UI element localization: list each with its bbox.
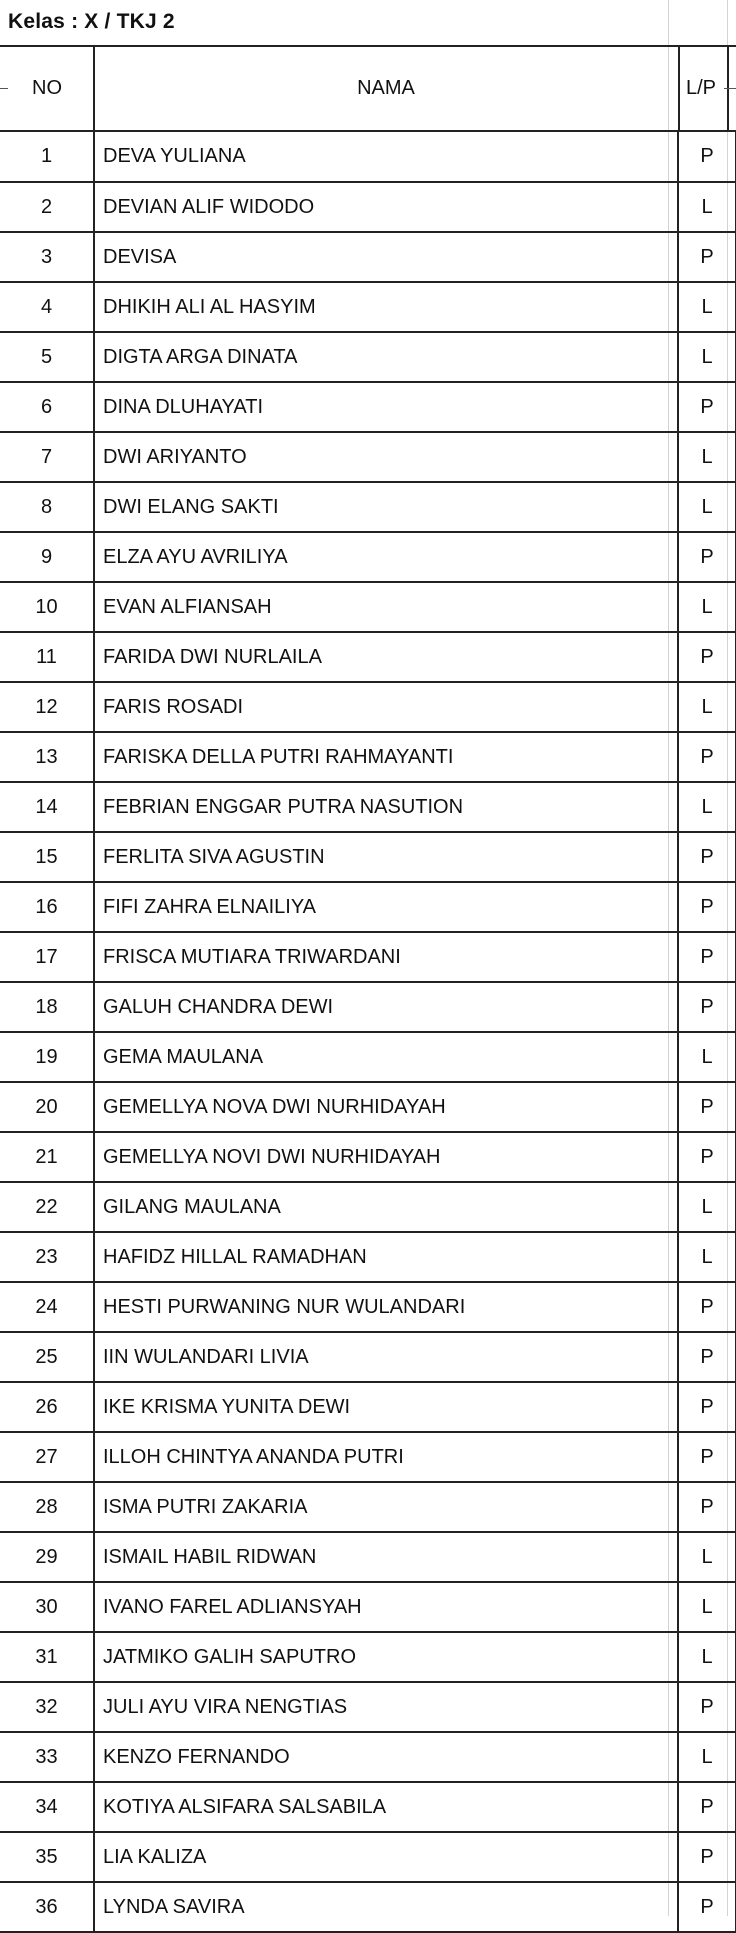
student-gender: L (678, 582, 736, 632)
student-number: 32 (0, 1682, 94, 1732)
student-gender: P (678, 882, 736, 932)
student-name: ILLOH CHINTYA ANANDA PUTRI (94, 1432, 678, 1482)
header-nama: NAMA (357, 76, 415, 99)
table-row (0, 182, 736, 232)
table-row (0, 1532, 736, 1582)
student-gender: L (678, 1732, 736, 1782)
table-row (0, 1432, 736, 1482)
student-name: DEVIAN ALIF WIDODO (94, 182, 678, 232)
student-name: FIFI ZAHRA ELNAILIYA (94, 882, 678, 932)
student-number: 18 (0, 982, 94, 1032)
student-name: LYNDA SAVIRA (94, 1882, 678, 1932)
student-number: 5 (0, 332, 94, 382)
student-name: DWI ARIYANTO (94, 432, 678, 482)
table-row (0, 1232, 736, 1282)
student-gender: L (678, 432, 736, 482)
student-number: 2 (0, 182, 94, 232)
student-number: 1 (0, 132, 94, 182)
student-number: 11 (0, 632, 94, 682)
student-name: GEMA MAULANA (94, 1032, 678, 1082)
student-gender: L (678, 482, 736, 532)
table-row (0, 582, 736, 632)
table-row (0, 982, 736, 1032)
student-gender: P (678, 1832, 736, 1882)
table-row (0, 1282, 736, 1332)
student-number: 25 (0, 1332, 94, 1382)
student-name: FARIS ROSADI (94, 682, 678, 732)
student-gender: P (678, 1782, 736, 1832)
student-gender: P (678, 832, 736, 882)
table-row (0, 1382, 736, 1432)
student-number: 16 (0, 882, 94, 932)
student-gender: P (678, 1132, 736, 1182)
table-row (0, 1032, 736, 1082)
student-name: ISMAIL HABIL RIDWAN (94, 1532, 678, 1582)
student-number: 27 (0, 1432, 94, 1482)
student-gender: L (678, 1032, 736, 1082)
student-number: 36 (0, 1882, 94, 1932)
table-row (0, 1132, 736, 1182)
student-gender: P (678, 1082, 736, 1132)
student-name: FARISKA DELLA PUTRI RAHMAYANTI (94, 732, 678, 782)
student-gender: P (678, 1282, 736, 1332)
student-gender: P (678, 732, 736, 782)
student-name: JATMIKO GALIH SAPUTRO (94, 1632, 678, 1682)
student-number: 23 (0, 1232, 94, 1282)
student-number: 21 (0, 1132, 94, 1182)
student-number: 6 (0, 382, 94, 432)
student-gender: L (678, 1582, 736, 1632)
student-number: 10 (0, 582, 94, 632)
table-row (0, 632, 736, 682)
student-name: LIA KALIZA (94, 1832, 678, 1882)
student-gender: P (678, 132, 736, 182)
student-name: DINA DLUHAYATI (94, 382, 678, 432)
table-row (0, 1782, 736, 1832)
student-name: IKE KRISMA YUNITA DEWI (94, 1382, 678, 1432)
table-row (0, 882, 736, 932)
student-name: HAFIDZ HILLAL RAMADHAN (94, 1232, 678, 1282)
student-gender: P (678, 1882, 736, 1932)
table-row (0, 282, 736, 332)
student-number: 19 (0, 1032, 94, 1082)
student-gender: P (678, 1382, 736, 1432)
table-row (0, 682, 736, 732)
student-name: KENZO FERNANDO (94, 1732, 678, 1782)
table-row (0, 1332, 736, 1382)
table-row (0, 1882, 736, 1932)
student-number: 4 (0, 282, 94, 332)
table-row (0, 332, 736, 382)
student-number: 7 (0, 432, 94, 482)
student-number: 29 (0, 1532, 94, 1582)
student-gender: P (678, 932, 736, 982)
student-name: FARIDA DWI NURLAILA (94, 632, 678, 682)
student-name: FRISCA MUTIARA TRIWARDANI (94, 932, 678, 982)
header-lp: L/P (685, 76, 717, 99)
student-number: 28 (0, 1482, 94, 1532)
student-name: EVAN ALFIANSAH (94, 582, 678, 632)
student-gender: P (678, 632, 736, 682)
student-number: 14 (0, 782, 94, 832)
student-name: DEVA YULIANA (94, 132, 678, 182)
student-gender: P (678, 232, 736, 282)
student-number: 31 (0, 1632, 94, 1682)
table-row (0, 132, 736, 182)
student-name: DIGTA ARGA DINATA (94, 332, 678, 382)
student-number: 22 (0, 1182, 94, 1232)
student-gender: L (678, 1182, 736, 1232)
table-row (0, 782, 736, 832)
student-number: 8 (0, 482, 94, 532)
table-row (0, 1082, 736, 1132)
student-gender: L (678, 332, 736, 382)
student-name: KOTIYA ALSIFARA SALSABILA (94, 1782, 678, 1832)
student-number: 3 (0, 232, 94, 282)
student-number: 30 (0, 1582, 94, 1632)
student-gender: P (678, 1682, 736, 1732)
student-number: 26 (0, 1382, 94, 1432)
student-gender: P (678, 1332, 736, 1382)
table-row (0, 1682, 736, 1732)
student-number: 20 (0, 1082, 94, 1132)
student-number: 35 (0, 1832, 94, 1882)
student-gender: L (678, 282, 736, 332)
table-header (0, 46, 736, 132)
table-row (0, 1482, 736, 1532)
row-marker (0, 88, 8, 89)
header-divider (727, 46, 729, 132)
student-gender: L (678, 1232, 736, 1282)
student-gender: L (678, 682, 736, 732)
student-number: 24 (0, 1282, 94, 1332)
student-gender: P (678, 1432, 736, 1482)
header-divider (678, 46, 680, 132)
student-number: 17 (0, 932, 94, 982)
student-number: 13 (0, 732, 94, 782)
student-gender: L (678, 1532, 736, 1582)
student-name: GEMELLYA NOVA DWI NURHIDAYAH (94, 1082, 678, 1132)
student-name: DWI ELANG SAKTI (94, 482, 678, 532)
student-name: FEBRIAN ENGGAR PUTRA NASUTION (94, 782, 678, 832)
student-name: GEMELLYA NOVI DWI NURHIDAYAH (94, 1132, 678, 1182)
student-name: IIN WULANDARI LIVIA (94, 1332, 678, 1382)
student-name: ELZA AYU AVRILIYA (94, 532, 678, 582)
header-no: NO (32, 76, 62, 99)
student-gender: P (678, 1482, 736, 1532)
student-gender: L (678, 782, 736, 832)
table-row (0, 732, 736, 782)
header-divider (93, 46, 95, 132)
student-number: 15 (0, 832, 94, 882)
student-name: ISMA PUTRI ZAKARIA (94, 1482, 678, 1532)
table-row (0, 1732, 736, 1782)
table-row (0, 832, 736, 882)
student-number: 33 (0, 1732, 94, 1782)
student-gender: L (678, 182, 736, 232)
student-table (0, 132, 736, 1933)
table-row (0, 1632, 736, 1682)
table-row (0, 432, 736, 482)
student-name: JULI AYU VIRA NENGTIAS (94, 1682, 678, 1732)
student-name: GALUH CHANDRA DEWI (94, 982, 678, 1032)
table-row (0, 382, 736, 432)
student-gender: P (678, 382, 736, 432)
student-name: FERLITA SIVA AGUSTIN (94, 832, 678, 882)
table-row (0, 532, 736, 582)
student-name: IVANO FAREL ADLIANSYAH (94, 1582, 678, 1632)
student-name: HESTI PURWANING NUR WULANDARI (94, 1282, 678, 1332)
table-row (0, 1832, 736, 1882)
table-row (0, 1582, 736, 1632)
student-number: 9 (0, 532, 94, 582)
student-number: 34 (0, 1782, 94, 1832)
table-row (0, 1182, 736, 1232)
student-gender: L (678, 1632, 736, 1682)
class-title: Kelas : X / TKJ 2 (8, 10, 175, 33)
student-gender: P (678, 532, 736, 582)
student-number: 12 (0, 682, 94, 732)
table-row (0, 232, 736, 282)
student-name: DHIKIH ALI AL HASYIM (94, 282, 678, 332)
row-marker (724, 88, 736, 89)
student-gender: P (678, 982, 736, 1032)
student-name: DEVISA (94, 232, 678, 282)
table-row (0, 482, 736, 532)
table-row (0, 932, 736, 982)
student-name: GILANG MAULANA (94, 1182, 678, 1232)
